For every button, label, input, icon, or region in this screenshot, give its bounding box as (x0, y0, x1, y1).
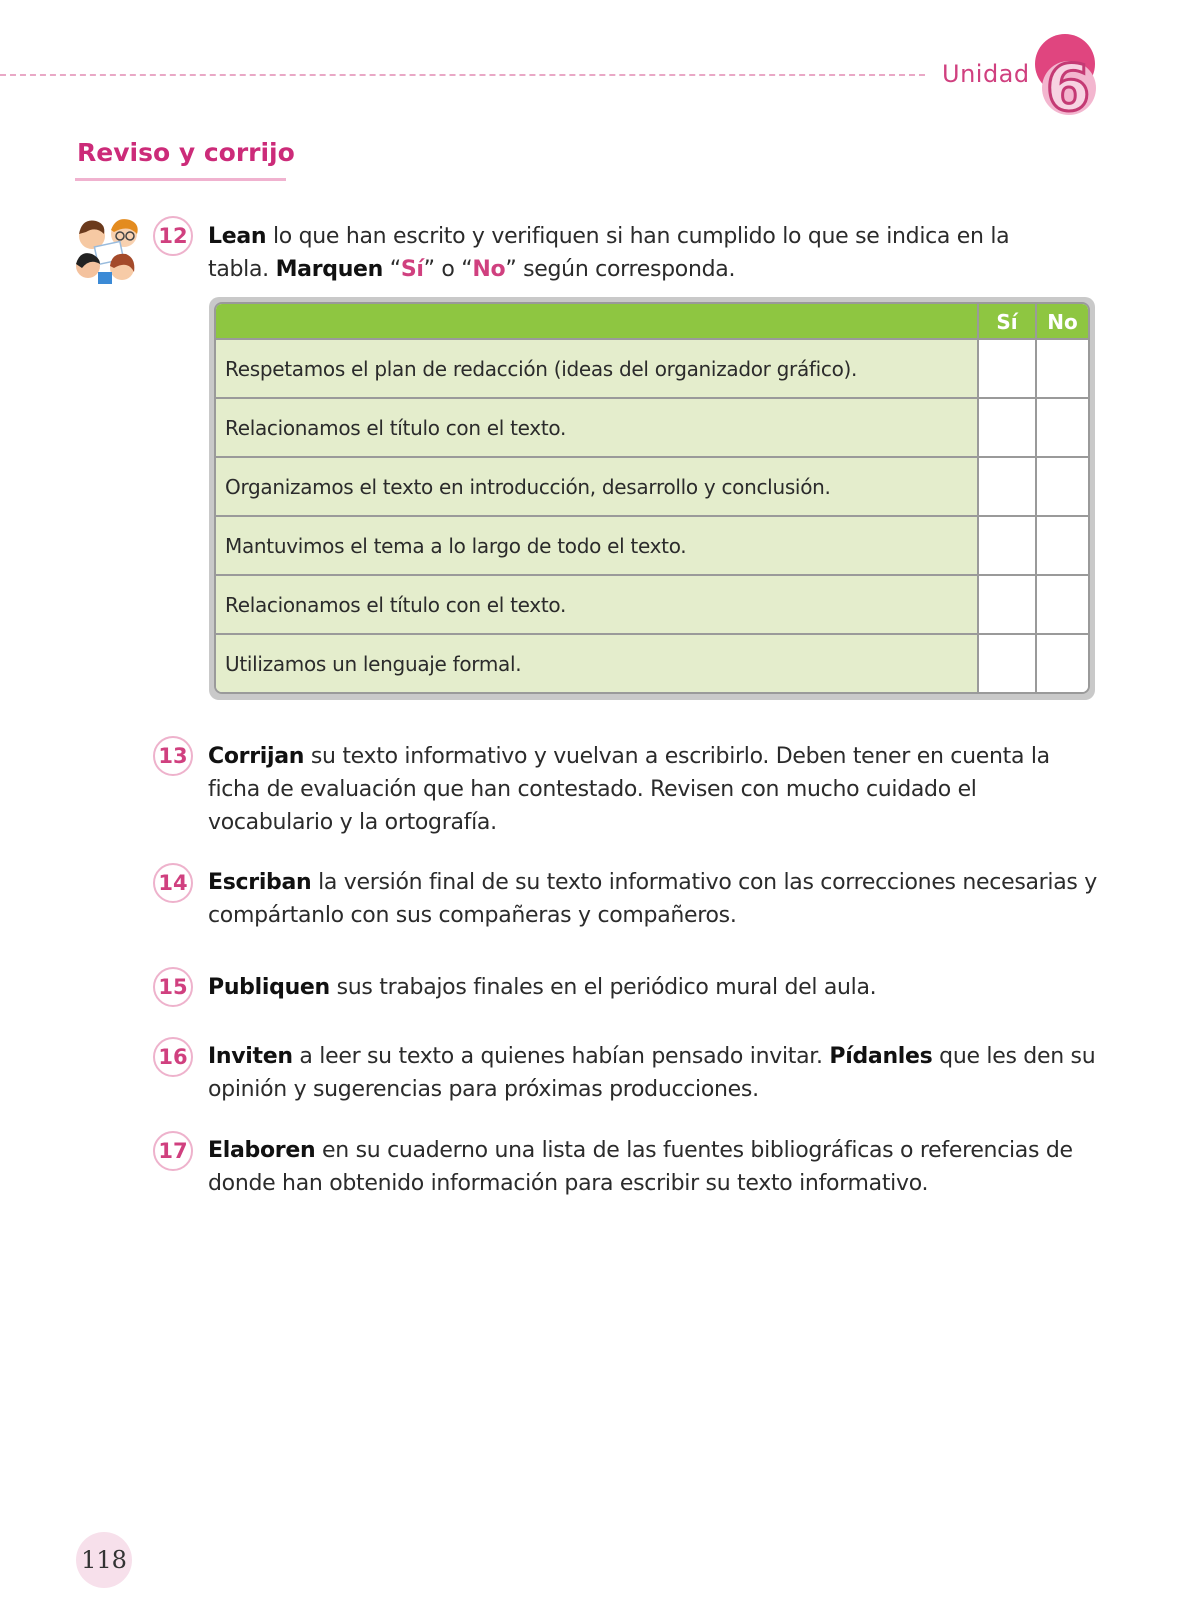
activity-verb: Publiquen (208, 975, 330, 1000)
activity-text-segment: la versión final de su texto informativo con las correcciones necesarias y compártanlo con sus compañeras y compañeros. (208, 870, 1097, 928)
activity-verb: Inviten (208, 1044, 293, 1069)
unit-label: Unidad (942, 60, 1030, 88)
activity-text-segment: su texto informativo y vuelvan a escribirlo. Deben tener en cuenta la ficha de evaluación que han contestado. Revisen con mucho cuidado el vocabulario y la ortografía. (208, 744, 1050, 835)
table-header-si: Sí (977, 304, 1035, 340)
activity-text-16 (208, 1040, 1098, 1106)
section-title-underline (75, 178, 286, 181)
table-row-text: Utilizamos un lenguaje formal. (216, 635, 977, 692)
table-row-text: Relacionamos el título con el texto. (216, 399, 977, 456)
table-row-text: Relacionamos el título con el texto. (216, 576, 977, 633)
checkbox-no[interactable] (1035, 399, 1088, 456)
activity-text-segment: lo que han escrito y verifiquen si han cumplido lo que se indica en la tabla. (208, 224, 1010, 282)
checkbox-si[interactable] (977, 399, 1035, 456)
activity-verb: Lean (208, 224, 267, 249)
checkbox-no[interactable] (1035, 458, 1088, 515)
activity-verb: Elaboren (208, 1138, 316, 1163)
unit-number-badge (1032, 34, 1098, 120)
checkbox-si[interactable] (977, 517, 1035, 574)
table-row-text: Mantuvimos el tema a lo largo de todo el texto. (216, 517, 977, 574)
checkbox-si[interactable] (977, 576, 1035, 633)
activity-text-segment: a leer su texto a quienes habían pensado invitar. (292, 1044, 830, 1069)
table-row (216, 458, 1088, 517)
table-header-no: No (1035, 304, 1088, 340)
checkbox-si[interactable] (977, 340, 1035, 397)
checkbox-no[interactable] (1035, 635, 1088, 692)
table-row-text: Respetamos el plan de redacción (ideas del organizador gráfico). (216, 340, 977, 397)
page-number: 118 (76, 1532, 132, 1588)
activity-number-15: 15 (153, 967, 193, 1007)
checklist-table (214, 302, 1090, 694)
table-row (216, 517, 1088, 576)
activity-number-17: 17 (153, 1131, 193, 1171)
activity-text-segment: “ (383, 257, 401, 282)
group-work-icon (74, 216, 144, 284)
answer-option: No (472, 257, 506, 282)
activity-number-13: 13 (153, 736, 193, 776)
activity-text-12 (208, 220, 1038, 286)
table-row (216, 340, 1088, 399)
activity-text-segment: sus trabajos finales en el periódico mural del aula. (329, 975, 877, 1000)
answer-option: Sí (400, 257, 424, 282)
activity-verb: Corrijan (208, 744, 305, 769)
checkbox-si[interactable] (977, 458, 1035, 515)
activity-text-15 (208, 971, 1108, 1004)
checkbox-no[interactable] (1035, 517, 1088, 574)
activity-number-12: 12 (153, 216, 193, 256)
activity-text-17 (208, 1134, 1088, 1200)
checkbox-no[interactable] (1035, 340, 1088, 397)
activity-text-14 (208, 866, 1108, 932)
activity-text-13 (208, 740, 1058, 839)
table-row-text: Organizamos el texto en introducción, desarrollo y conclusión. (216, 458, 977, 515)
activity-text-segment: ” o “ (423, 257, 473, 282)
header-dashed-line (0, 74, 925, 76)
activity-number-16: 16 (153, 1037, 193, 1077)
activity-verb: Pídanles (829, 1044, 933, 1069)
table-header-row (216, 304, 1088, 340)
activity-text-segment: ” según corresponda. (505, 257, 736, 282)
activity-verb: Escriban (208, 870, 312, 895)
checkbox-no[interactable] (1035, 576, 1088, 633)
activity-verb: Marquen (275, 257, 384, 282)
unit-number: 6 (1045, 52, 1091, 120)
checkbox-si[interactable] (977, 635, 1035, 692)
table-row (216, 635, 1088, 692)
table-row (216, 576, 1088, 635)
activity-number-14: 14 (153, 863, 193, 903)
activity-text-segment: en su cuaderno una lista de las fuentes bibliográficas o referencias de donde han obtenido información para escribir su texto informativo. (208, 1138, 1073, 1196)
activity-text-segment: que les den su opinión y sugerencias para próximas producciones. (208, 1044, 1096, 1102)
table-row (216, 399, 1088, 458)
section-title: Reviso y corrijo (77, 138, 295, 167)
